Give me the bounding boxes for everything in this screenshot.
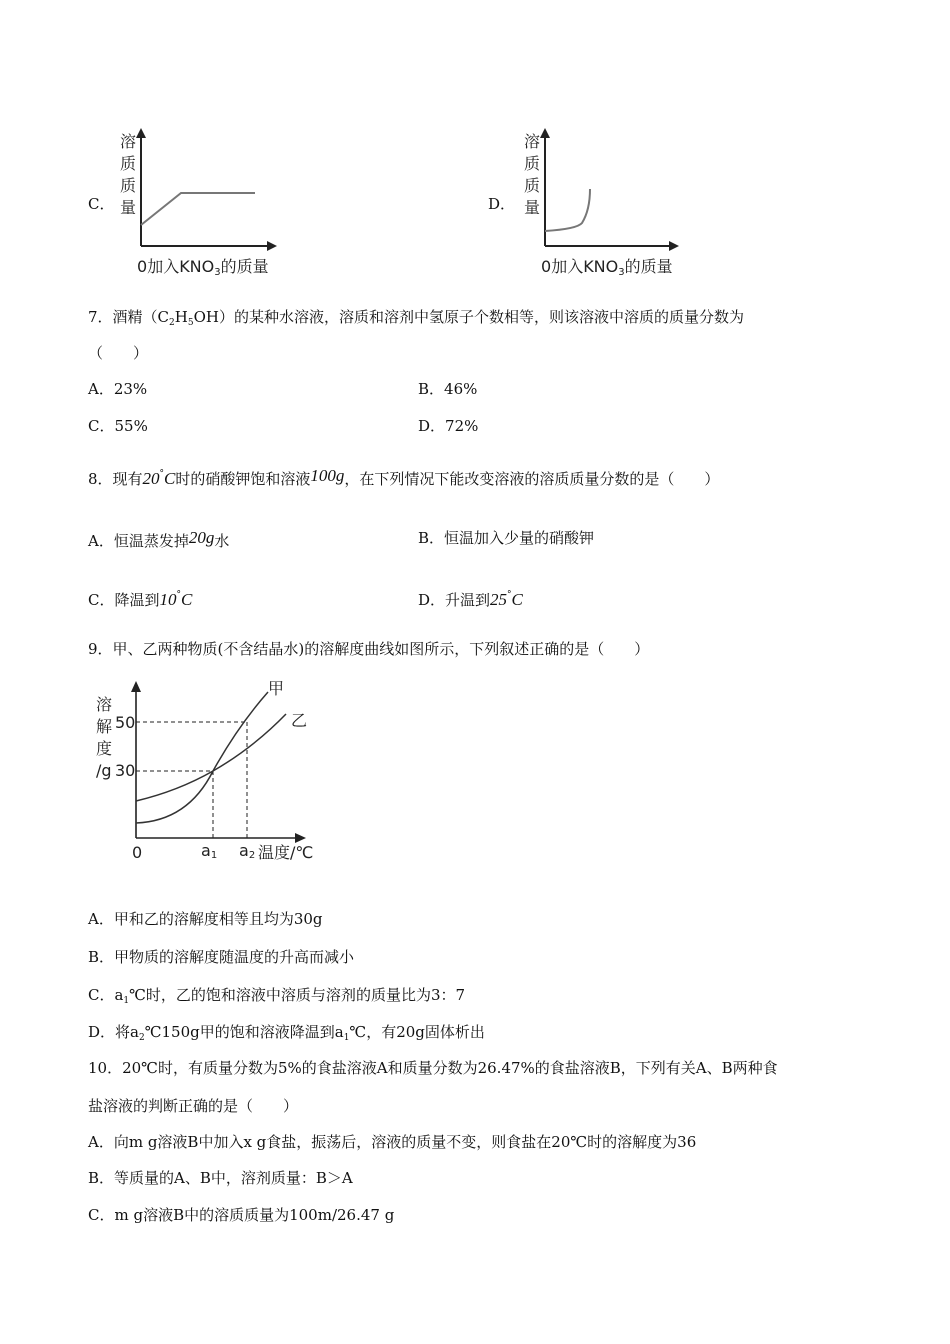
q8-option-d: D．升温到25°C (418, 590, 523, 609)
q6-d-curve (545, 189, 590, 231)
q6-d-ylabel-1: 溶 (524, 132, 541, 151)
q9-ylabel-1: 溶 (96, 695, 113, 714)
q6-option-d-label: D． (488, 195, 516, 213)
q7-stem: 7．酒精$(C_2H_5OH)$的某种水溶液，溶质和溶剂中氢原子个数相等，则该溶液中溶质的质量分数为 (88, 308, 744, 328)
q9-option-d: D．将$a_2℃150g$甲的饱和溶液降温到$a_1℃$，有20g固体析出 (88, 1023, 485, 1043)
q6-c-ylabel-4: 量 (120, 198, 137, 217)
q9-option-c: C．$a_1℃$时，乙的饱和溶液中溶质与溶剂的质量比为3：7 (88, 986, 466, 1006)
q7-blank: （ ） (88, 344, 149, 362)
q9-xlabel: 温度/℃ (258, 843, 314, 862)
q9-label-jia: 甲 (268, 679, 285, 698)
q8-option-b: B．恒温加入少量的硝酸钾 (418, 529, 595, 547)
q7-option-d: D．72% (418, 417, 479, 435)
q6-c-ylabel-1: 溶 (120, 132, 137, 151)
q10-stem-line2: 盐溶液的判断正确的是（ ） (88, 1097, 299, 1115)
q7-option-b: B．46% (418, 380, 478, 398)
q9-ylabel-2: 解 (96, 717, 113, 736)
q9-ylabel-3: 度 (96, 739, 113, 758)
q6-option-c-label: C． (88, 195, 115, 213)
q9-tick-a1: a1 (201, 841, 218, 861)
q9-ylabel-4: /g (96, 761, 112, 780)
q9-stem: 9．甲、乙两种物质(不含结晶水)的溶解度曲线如图所示，下列叙述正确的是（ ） (88, 640, 650, 658)
q6-d-ylabel-2: 质 (524, 154, 541, 173)
q6-c-curve (141, 193, 255, 225)
q9-tick-50: 50 (115, 713, 136, 732)
q9-solubility-graph (88, 676, 328, 866)
q9-label-yi: 乙 (291, 711, 308, 730)
q10-option-a: A．向m g溶液B中加入x g食盐，振荡后，溶液的质量不变，则食盐在20℃时的溶解度为36 (88, 1133, 697, 1151)
q8-option-c: C．降温到10°C (88, 590, 193, 609)
q6-c-ylabel-3: 质 (120, 176, 137, 195)
q7-option-c: C．55% (88, 417, 148, 435)
q6-graph-c (110, 125, 290, 280)
q6-d-ylabel-3: 质 (524, 176, 541, 195)
q9-curve-jia (136, 692, 268, 823)
q6-c-xlabel: 0加入KNO3的质量 (137, 257, 269, 278)
q10-stem-line1: 10．20℃时，有质量分数为5%的食盐溶液A和质量分数为26.47%的食盐溶液B，下列有关A、B两种食 (88, 1059, 778, 1077)
q9-tick-0: 0 (132, 843, 143, 862)
q9-option-a: A．甲和乙的溶解度相等且均为30g (88, 910, 323, 928)
q8-option-a: A．恒温蒸发掉20g水 (88, 528, 230, 550)
q9-tick-a2: a2 (239, 841, 256, 861)
q10-option-b: B．等质量的A、B中，溶剂质量：B＞A (88, 1169, 353, 1187)
q9-curve-yi (136, 714, 286, 801)
q9-option-b: B．甲物质的溶解度随温度的升高而减小 (88, 948, 355, 966)
q9-tick-30: 30 (115, 761, 136, 780)
q6-d-ylabel-4: 量 (524, 198, 541, 217)
q6-c-ylabel-2: 质 (120, 154, 137, 173)
q10-option-c: C．m g溶液B中的溶质质量为100m/26.47 g (88, 1206, 395, 1224)
q6-d-xlabel: 0加入KNO3的质量 (541, 257, 673, 278)
q7-option-a: A．23% (88, 380, 148, 398)
q6-graph-d (512, 125, 692, 280)
q8-stem: 8．现有20°C时的硝酸钾饱和溶液100g，在下列情况下能改变溶液的溶质质量分数的是（ ） (88, 466, 720, 488)
